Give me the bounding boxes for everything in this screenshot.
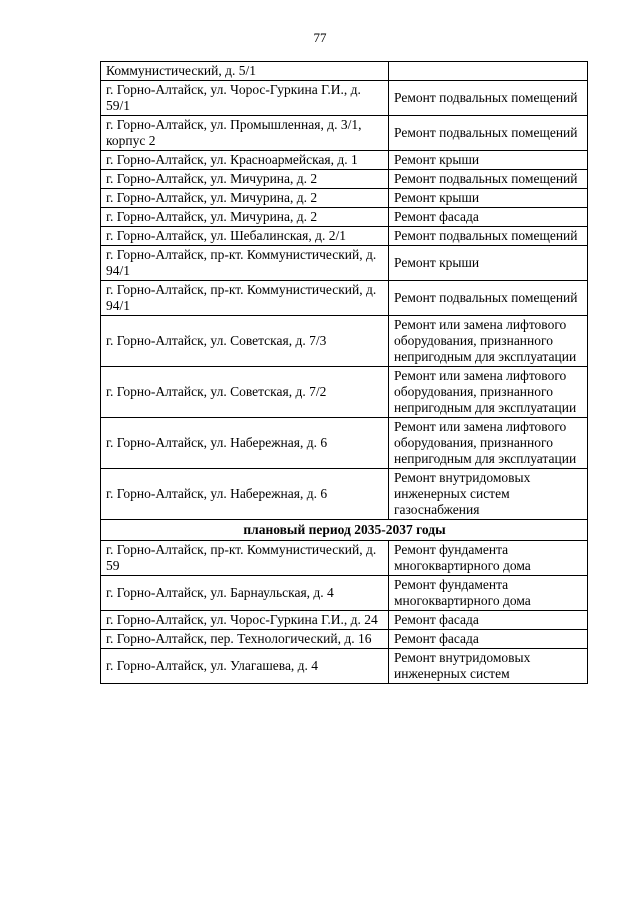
table-row <box>101 189 588 208</box>
work-type-cell: Ремонт фундамента многоквартирного дома <box>389 576 588 611</box>
address-cell: г. Горно-Алтайск, ул. Чорос-Гуркина Г.И., д. 24 <box>101 611 389 630</box>
work-type-cell: Ремонт подвальных помещений <box>389 81 588 116</box>
address-cell: г. Горно-Алтайск, пр-кт. Коммунистический, д. 59 <box>101 541 389 576</box>
address-cell: г. Горно-Алтайск, ул. Набережная, д. 6 <box>101 469 389 520</box>
table-row <box>101 62 588 81</box>
work-type-cell: Ремонт крыши <box>389 189 588 208</box>
work-type-cell: Ремонт внутридомовых инженерных систем <box>389 649 588 684</box>
work-type-cell: Ремонт или замена лифтового оборудования, признанного непригодным для эксплуатации <box>389 367 588 418</box>
table-row <box>101 469 588 520</box>
table-row <box>101 316 588 367</box>
work-type-cell: Ремонт подвальных помещений <box>389 170 588 189</box>
repair-schedule-table <box>100 61 588 684</box>
section-heading: плановый период 2035-2037 годы <box>101 520 588 541</box>
table-row <box>101 630 588 649</box>
table-row <box>101 281 588 316</box>
table-row <box>101 541 588 576</box>
work-type-cell: Ремонт подвальных помещений <box>389 227 588 246</box>
address-cell: г. Горно-Алтайск, ул. Набережная, д. 6 <box>101 418 389 469</box>
work-type-cell <box>389 62 588 81</box>
work-type-cell: Ремонт крыши <box>389 151 588 170</box>
page-number: 77 <box>313 30 327 45</box>
section-heading-row <box>101 520 588 541</box>
address-cell: г. Горно-Алтайск, ул. Мичурина, д. 2 <box>101 189 389 208</box>
address-cell: г. Горно-Алтайск, ул. Мичурина, д. 2 <box>101 170 389 189</box>
address-cell: г. Горно-Алтайск, ул. Мичурина, д. 2 <box>101 208 389 227</box>
address-cell: г. Горно-Алтайск, ул. Шебалинская, д. 2/1 <box>101 227 389 246</box>
address-cell: г. Горно-Алтайск, пр-кт. Коммунистический, д. 94/1 <box>101 246 389 281</box>
work-type-cell: Ремонт подвальных помещений <box>389 116 588 151</box>
table-row <box>101 151 588 170</box>
address-cell: г. Горно-Алтайск, ул. Советская, д. 7/2 <box>101 367 389 418</box>
table-row <box>101 611 588 630</box>
work-type-cell: Ремонт или замена лифтового оборудования, признанного непригодным для эксплуатации <box>389 316 588 367</box>
address-cell: г. Горно-Алтайск, ул. Красноармейская, д. 1 <box>101 151 389 170</box>
address-cell: г. Горно-Алтайск, ул. Барнаульская, д. 4 <box>101 576 389 611</box>
table-row <box>101 576 588 611</box>
table-row <box>101 81 588 116</box>
table-row <box>101 116 588 151</box>
address-cell: г. Горно-Алтайск, ул. Промышленная, д. 3/1, корпус 2 <box>101 116 389 151</box>
work-type-cell: Ремонт внутридомовых инженерных систем газоснабжения <box>389 469 588 520</box>
address-cell: Коммунистический, д. 5/1 <box>101 62 389 81</box>
work-type-cell: Ремонт фасада <box>389 208 588 227</box>
address-cell: г. Горно-Алтайск, ул. Советская, д. 7/3 <box>101 316 389 367</box>
work-type-cell: Ремонт крыши <box>389 246 588 281</box>
address-cell: г. Горно-Алтайск, ул. Чорос-Гуркина Г.И., д. 59/1 <box>101 81 389 116</box>
address-cell: г. Горно-Алтайск, ул. Улагашева, д. 4 <box>101 649 389 684</box>
table-row <box>101 227 588 246</box>
work-type-cell: Ремонт фундамента многоквартирного дома <box>389 541 588 576</box>
work-type-cell: Ремонт фасада <box>389 630 588 649</box>
work-type-cell: Ремонт подвальных помещений <box>389 281 588 316</box>
table-row <box>101 649 588 684</box>
work-type-cell: Ремонт или замена лифтового оборудования, признанного непригодным для эксплуатации <box>389 418 588 469</box>
work-type-cell: Ремонт фасада <box>389 611 588 630</box>
address-cell: г. Горно-Алтайск, пер. Технологический, д. 16 <box>101 630 389 649</box>
table-row <box>101 367 588 418</box>
table-row <box>101 208 588 227</box>
table-row <box>101 246 588 281</box>
table-row <box>101 170 588 189</box>
address-cell: г. Горно-Алтайск, пр-кт. Коммунистический, д. 94/1 <box>101 281 389 316</box>
table-row <box>101 418 588 469</box>
